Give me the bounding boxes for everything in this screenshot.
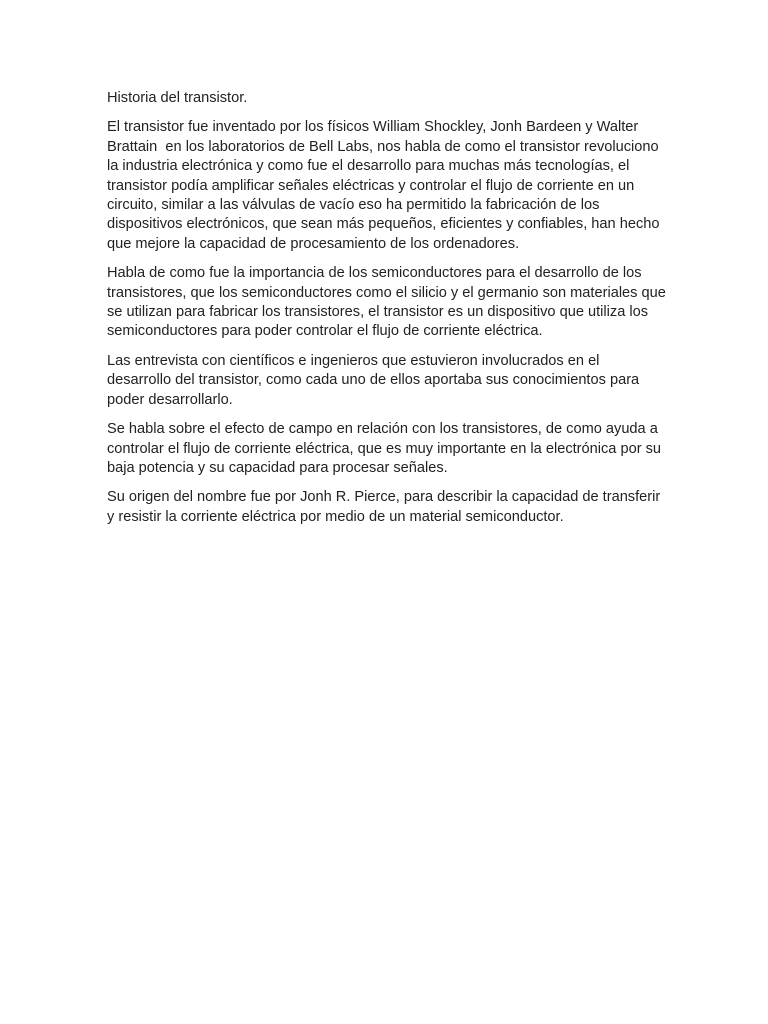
document-body (107, 89, 670, 537)
paragraph-invention: El transistor fue inventado por los físicos William Shockley, Jonh Bardeen y Walter Brattain en los laboratorios de Bell Labs, nos habla de como el transistor revoluciono la industria electrónica y como fue el desarrollo para muchas más tecnologías, el transistor podía amplificar señales eléctricas y controlar el flujo de corriente en un circuito, similar a las válvulas de vacío eso ha permitido la fabricación de los dispositivos electrónicos, que sean más pequeños, eficientes y confiables, han hecho que mejore la capacidad de procesamiento de los ordenadores. (107, 119, 664, 252)
paragraph-interviews: Las entrevista con científicos e ingenieros que estuvieron involucrados en el desarrollo del transistor, como cada uno de ellos aportaba sus conocimientos para poder desarrollarlo. (107, 352, 644, 408)
paragraph-name-origin: Su origen del nombre fue por Jonh R. Pierce, para describir la capacidad de transferir y resistir la corriente eléctrica por medio de un material semiconductor. (107, 489, 665, 525)
paragraph-field-effect: Se habla sobre el efecto de campo en relación con los transistores, de como ayuda a controlar el flujo de corriente eléctrica, que es muy importante en la electrónica por su baja potencia y su capacidad para procesar señales. (107, 421, 666, 476)
document-title: Historia del transistor. (107, 90, 248, 106)
paragraph-semiconductors: Habla de como fue la importancia de los semiconductores para el desarrollo de los transistores, que los semiconductores como el silicio y el germanio son materiales que se utilizan para fabricar los transistores, el transistor es un dispositivo que utiliza los semiconductores para poder controlar el flujo de corriente eléctrica. (107, 265, 670, 340)
